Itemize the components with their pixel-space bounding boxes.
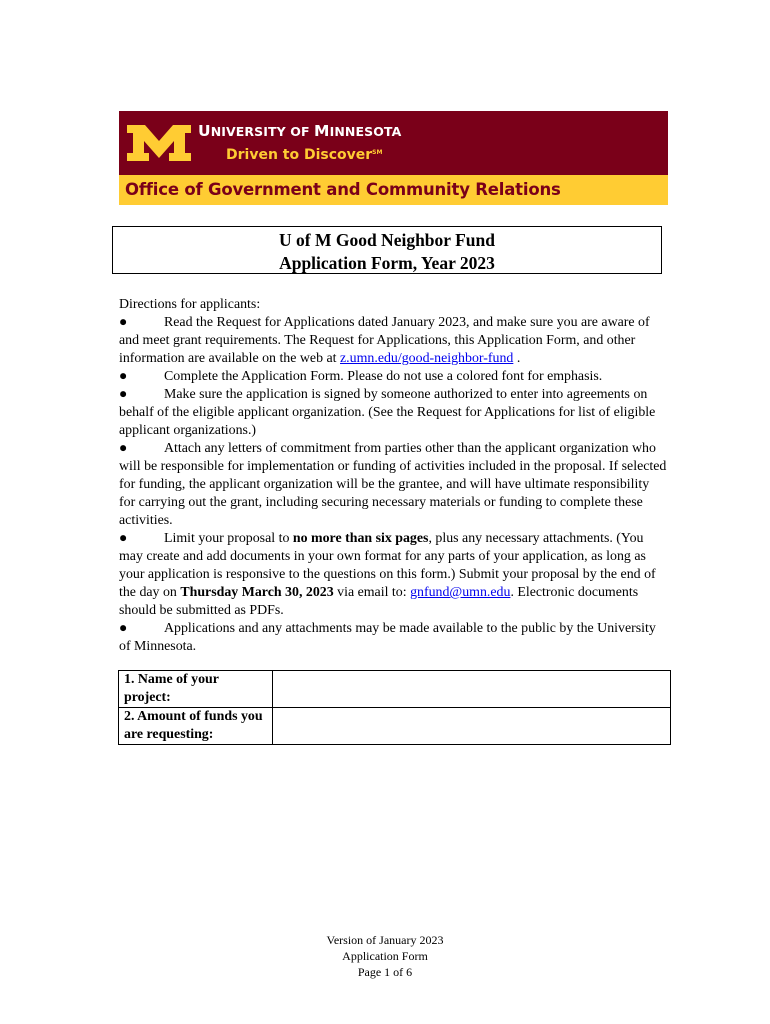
email-link[interactable]: gnfund@umn.edu bbox=[410, 585, 511, 600]
direction-item: ● Read the Request for Applications dated January 2023, and make sure you are aware of and meet grant requirements. The Request for Applications, this Application Form, and other information are available on the web at z.umn.edu/good-neighbor-fund . bbox=[119, 315, 650, 366]
directions-heading: Directions for applicants: bbox=[119, 297, 261, 312]
direction-item: ● Attach any letters of commitment from parties other than the applicant organization who will be responsible for implementation or funding of activities included in the proposal. If selected for funding, the applicant organization will be the grantee, and will have ultimate responsibility for carrying out the grant, including securing necessary materials or funding to complete these activities. bbox=[119, 441, 667, 528]
bullet-icon: ● bbox=[119, 531, 128, 546]
banner-maroon-bar bbox=[119, 111, 668, 175]
page-footer bbox=[0, 932, 770, 980]
field-input-project-name[interactable] bbox=[273, 671, 671, 708]
bullet-icon: ● bbox=[119, 387, 128, 402]
footer-page-number: Page 1 of 6 bbox=[357, 965, 413, 979]
program-web-link[interactable]: z.umn.edu/good-neighbor-fund bbox=[340, 351, 514, 366]
field-label-funds-amount: 2. Amount of funds you are requesting: bbox=[119, 708, 273, 745]
direction-item: ● Complete the Application Form. Please do not use a colored font for emphasis. bbox=[119, 369, 603, 384]
block-m-logo-icon bbox=[127, 125, 191, 161]
field-input-funds-amount[interactable] bbox=[273, 708, 671, 745]
university-banner bbox=[119, 111, 668, 205]
table-row bbox=[119, 708, 671, 745]
title-line-1: U of M Good Neighbor Fund bbox=[278, 230, 496, 250]
direction-item: ● Limit your proposal to no more than six pages, plus any necessary attachments. (You may create and add documents in your own format for any parts of your application, as long as your application is responsive to the questions on this form.) Submit your proposal by the end of the day on Thursday March 30, 2023 via email to: gnfund@umn.edu. Electronic documents should be submitted as PDFs. bbox=[119, 531, 656, 618]
footer-version: Version of January 2023 bbox=[326, 933, 444, 947]
tagline: Driven to Discover℠ bbox=[226, 147, 383, 163]
bullet-icon: ● bbox=[119, 441, 128, 456]
form-title-box bbox=[112, 226, 662, 274]
bullet-icon: ● bbox=[119, 621, 128, 636]
footer-form-name: Application Form bbox=[342, 949, 428, 963]
field-label-project-name: 1. Name of your project: bbox=[119, 671, 273, 708]
direction-item: ● Make sure the application is signed by someone authorized to enter into agreements on behalf of the eligible applicant organization. (See the Request for Applications for list of eligible applicant organizations.) bbox=[119, 387, 656, 438]
bullet-icon: ● bbox=[119, 369, 128, 384]
bullet-icon: ● bbox=[119, 315, 128, 330]
banner-gold-bar bbox=[119, 175, 668, 205]
university-name: UNIVERSITY OF MINNESOTA bbox=[198, 122, 402, 140]
application-fields-table bbox=[118, 670, 671, 745]
table-row bbox=[119, 671, 671, 708]
directions-section bbox=[119, 296, 667, 656]
office-name: Office of Government and Community Relations bbox=[125, 180, 561, 199]
title-line-2: Application Form, Year 2023 bbox=[279, 253, 495, 273]
direction-item: ● Applications and any attachments may be made available to the public by the University of Minnesota. bbox=[119, 621, 656, 654]
